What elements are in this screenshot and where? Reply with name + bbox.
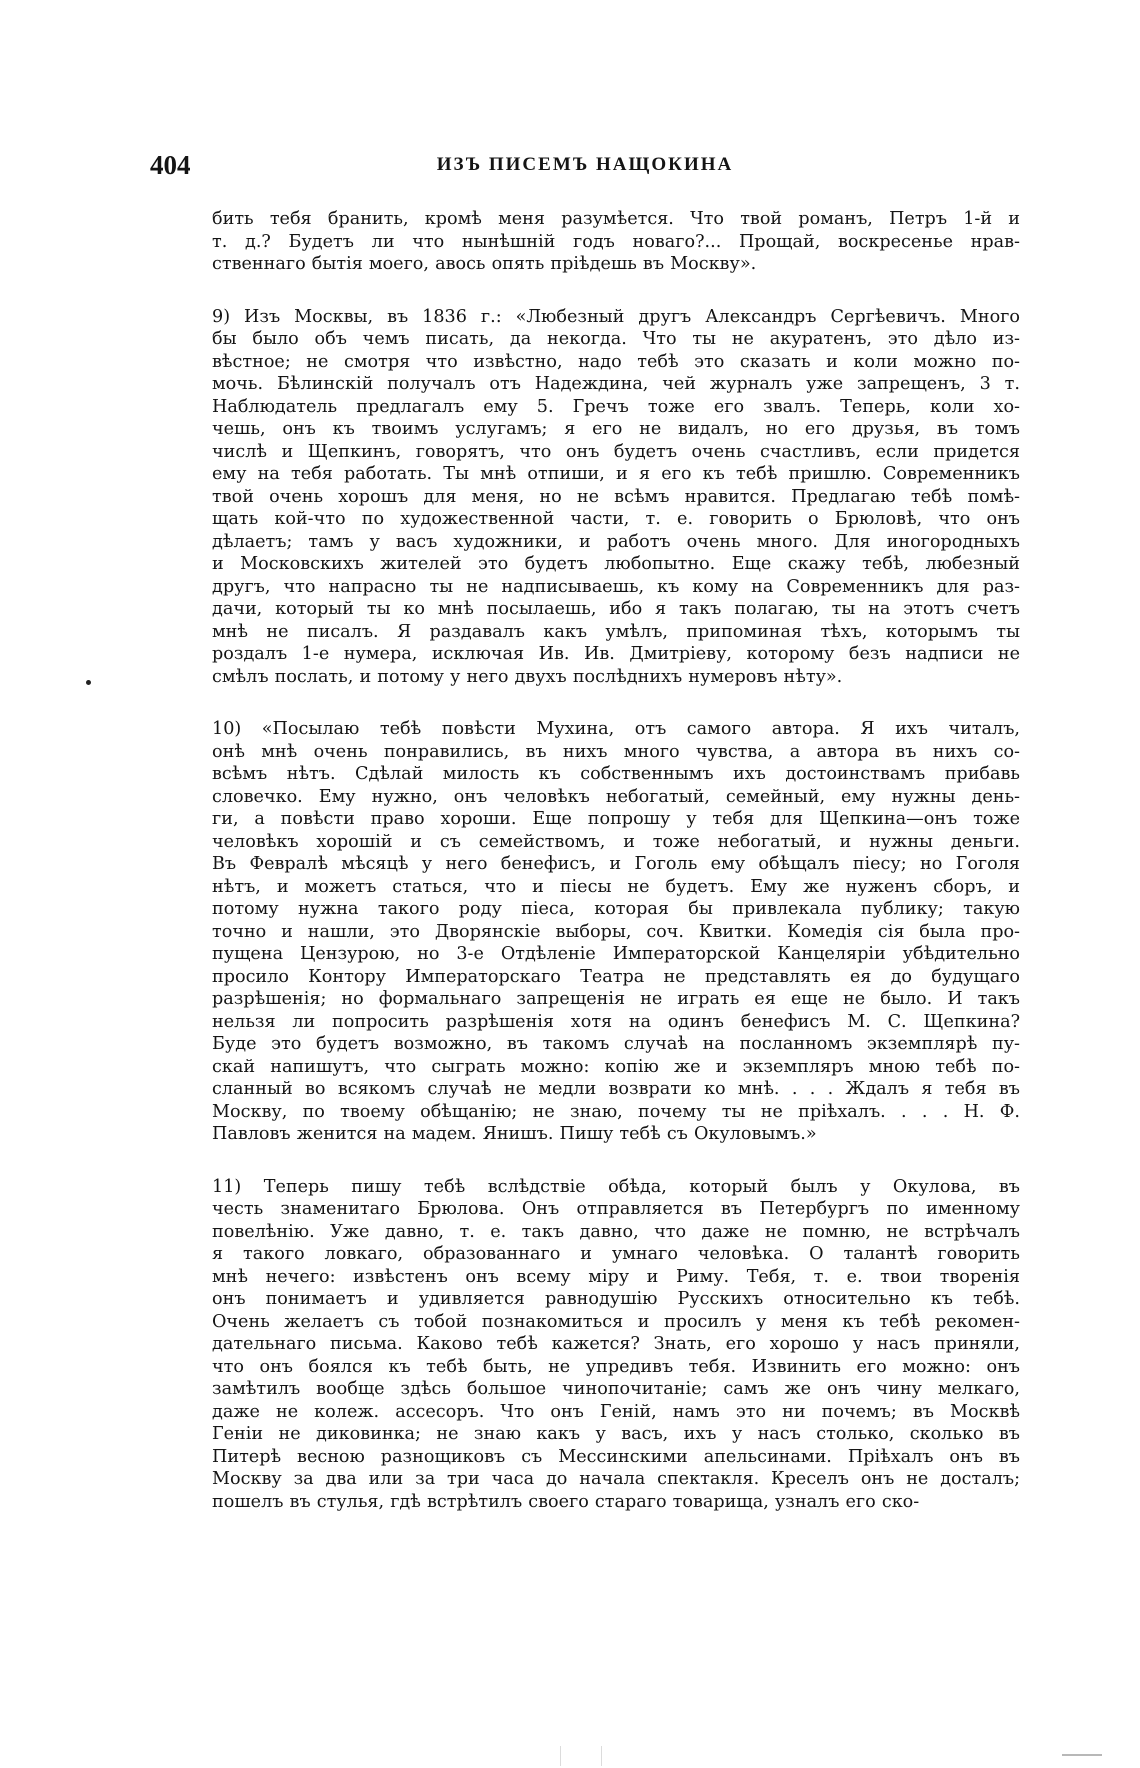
text-line: мнѣ не писалъ. Я раздавалъ какъ умѣлъ, припоминая тѣхъ, которымъ ты [212,621,1020,642]
text-line: 9) Изъ Москвы, въ 1836 г.: «Любезный другъ Александръ Сергѣевичъ. Много [212,306,1020,327]
text-line: что онъ боялся къ тебѣ быть, не упредивъ тебя. Извинить его можно: онъ [212,1356,1020,1377]
text-line: Москву за два или за три часа до начала спектакля. Креселъ онъ не досталъ; [212,1469,1020,1489]
text-line: Въ Февралѣ мѣсяцѣ у него бенефисъ, и Гоголь ему обѣщалъ піесу; но Гоголя [212,854,1020,874]
text-line: онѣ мнѣ очень понравились, въ нихъ много чувства, а автора въ нихъ со- [212,741,1020,762]
text-line: смѣлъ послать, и потому у него двухъ послѣднихъ нумеровъ нѣту». [212,666,843,687]
text-line: сланный во всякомъ случаѣ не медли возврати ко мнѣ. . . . Ждалъ я тебя въ [212,1079,1020,1099]
text-line: числѣ и Щепкинъ, говорятъ, что онъ будетъ очень счастливъ, если придется [212,441,1020,462]
paragraph-letter-10 [212,718,1020,1146]
text-line: щать кой-что по художественной части, т. е. говорить о Брюловѣ, что онъ [212,509,1020,529]
text-line: ги, а повѣсти право хороши. Еще попрошу у тебя для Щепкина—онъ тоже [212,809,1020,829]
text-line: нельзя ли попросить разрѣшенія хотя на одинъ бенефисъ М. С. Щепкина? [212,1011,1020,1032]
text-line: пошелъ въ стулья, гдѣ встрѣтилъ своего стараго товарища, узналъ его ско- [212,1491,920,1512]
running-title: ИЗЪ ПИСЕМЪ НАЩОКИНА [436,154,734,175]
text-line: мочь. Бѣлинскій получалъ отъ Надеждина, чей журналъ уже запрещенъ, 3 т. [212,374,1020,394]
text-line: вѣстное; не смотря что извѣстно, надо тебѣ это сказать и коли можно по- [212,351,1020,372]
text-line: даже не колеж. ассесоръ. Что онъ Геній, намъ это ни почемъ; въ Москвѣ [212,1401,1020,1422]
text-line: 10) «Посылаю тебѣ повѣсти Мухина, отъ самого автора. Я ихъ читалъ, [212,719,1020,739]
paragraph-letter-ending [212,208,1020,276]
text-line: Буде это будетъ возможно, въ такомъ случаѣ на посланномъ экземплярѣ пу- [212,1034,1020,1054]
text-line: твой очень хорошъ для меня, но не всѣмъ нравится. Предлагаю тебѣ помѣ- [212,486,1020,507]
text-line: всѣмъ нѣтъ. Сдѣлай милость къ собственнымъ ихъ достоинствамъ прибавь [212,764,1020,784]
text-line: дательнаго письма. Каково тебѣ кажется? Знать, его хорошо у насъ приняли, [212,1334,1020,1354]
paragraph-gap [212,276,1020,306]
text-line: бить тебя бранить, кромѣ меня разумѣется. Что твой романъ, Петръ 1-й и [212,209,1020,229]
text-line: замѣтилъ вообще здѣсь большое чинопочитаніе; самъ же онъ чину мелкаго, [212,1379,1020,1399]
paragraph-gap [212,688,1020,718]
text-line: Питерѣ весною разнощиковъ съ Мессинскими апельсинами. Пріѣхалъ онъ въ [212,1446,1020,1467]
text-line: человѣкъ хорошій и съ семействомъ, и тоже небогатый, и нужны деньги. [212,831,1020,852]
text-line: чешь, онъ къ твоимъ услугамъ; я его не видалъ, но его друзья, въ томъ [212,419,1020,439]
text-line: ственнаго бытія моего, авось опять пріѣдешь въ Москву». [212,254,757,274]
text-line: Павловъ женится на мадем. Янишъ. Пишу тебѣ съ Окуловымъ.» [212,1124,817,1144]
text-line: нѣтъ, и можетъ статься, что и піесы не будетъ. Ему же нуженъ сборъ, и [212,876,1020,897]
paragraph-gap [212,1146,1020,1176]
text-line: Москву, по твоему обѣщанію; не знаю, почему ты не пріѣхалъ. . . . Н. Ф. [212,1101,1020,1122]
text-line: разрѣшенія; но формальнаго запрещенія не играть ея еще не было. И такъ [212,989,1020,1009]
text-line: роздалъ 1-е нумера, исключая Ив. Ив. Дмитріеву, которому безъ надписи не [212,644,1020,664]
text-line: и Московскихъ жителей это будетъ любопытно. Еще скажу тебѣ, любезный [212,554,1020,574]
text-line: Наблюдатель предлагалъ ему 5. Гречъ тоже его звалъ. Теперь, коли хо- [212,396,1020,417]
page-body [212,208,1020,1513]
text-line: точно и нашли, это Дворянскіе выборы, соч. Квитки. Комедія сія была про- [212,921,1020,942]
text-line: дачи, который ты ко мнѣ посылаешь, ибо я такъ полагаю, ты на этотъ счетъ [212,599,1020,619]
text-line: ему на тебя работать. Ты мнѣ отпиши, и я его къ тебѣ пришлю. Современникъ [212,464,1020,484]
text-line: честь знаменитаго Брюлова. Онъ отправляется въ Петербургъ по именному [212,1199,1020,1219]
text-line: Геніи не диковинка; не знаю какъ у васъ, ихъ у насъ столько, сколько въ [212,1424,1020,1444]
text-line: Очень желаетъ съ тобой познакомиться и просилъ у меня къ тебѣ рекомен- [212,1311,1020,1332]
text-line: мнѣ нечего: извѣстенъ онъ всему міру и Риму. Тебя, т. е. твои творенія [212,1266,1020,1287]
paragraph-letter-9 [212,306,1020,689]
text-line: онъ понимаетъ и удивляется равнодушію Русскихъ относительно къ тебѣ. [212,1289,1020,1309]
text-line: потому нужна такого роду піеса, которая бы привлекала публику; такую [212,899,1020,919]
text-line: словечко. Ему нужно, онъ человѣкъ небогатый, семейный, ему нужны день- [212,786,1020,807]
text-line: просило Контору Императорскаго Театра не представлять ея до будущаго [212,966,1020,987]
text-line: дѣлаетъ; тамъ у васъ художники, и работъ очень много. Для иногородныхъ [212,531,1020,552]
text-line: скай напишутъ, что сыграть можно: копію же и экземпляръ мною тебѣ по- [212,1056,1020,1077]
text-line: бы было объ чемъ писать, да некогда. Что ты не акуратенъ, это дѣло из- [212,329,1020,349]
text-line: другъ, что напрасно ты не надписываешь, къ кому на Современникъ для раз- [212,576,1020,597]
text-line: пущена Цензурою, но 3-е Отдѣленіе Императорской Канцеляріи убѣдительно [212,944,1020,964]
text-line: 11) Теперь пишу тебѣ вслѣдствіе обѣда, который былъ у Окулова, въ [212,1176,1020,1197]
text-line: я такого ловкаго, образованнаго и умнаго человѣка. О талантѣ говорить [212,1244,1020,1264]
scan-artifact [560,1746,602,1766]
page-header [150,150,1020,186]
page-number: 404 [150,150,191,180]
text-line: т. д.? Будетъ ли что нынѣшній годъ новаго?... Прощай, воскресенье нрав- [212,231,1020,252]
paragraph-letter-11 [212,1176,1020,1514]
margin-mark [86,680,91,685]
text-line: повелѣнію. Уже давно, т. е. такъ давно, что даже не помню, не встрѣчалъ [212,1221,1020,1242]
